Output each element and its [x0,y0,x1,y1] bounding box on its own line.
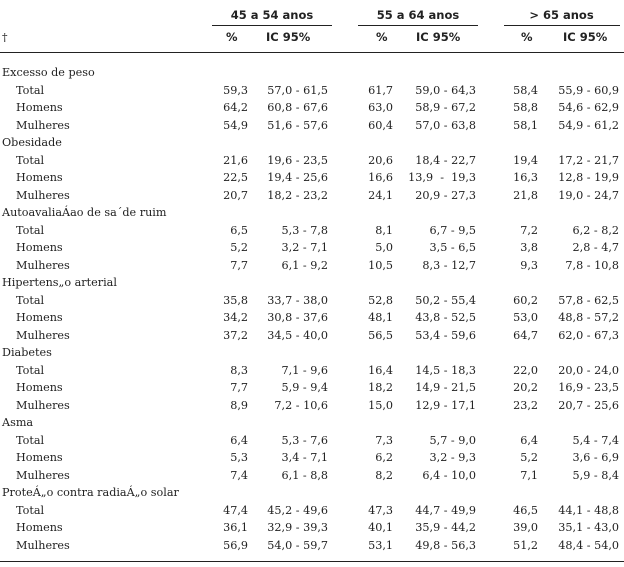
cell-pct-45-54: 35,8 [223,293,248,307]
cell-pct-55-64: 48,1 [368,311,393,324]
table-row [0,154,624,172]
cell-pct-65-plus: 64,7 [513,328,538,342]
cell-pct-45-54: 6,4 [230,433,248,447]
cell-pct-45-54: 22,5 [223,171,248,184]
cell-ci-65-plus: 16,9 - 23,5 [558,381,619,394]
cell-pct-65-plus: 19,4 [513,153,538,167]
cell-ci-65-plus: 44,1 - 48,8 [558,503,619,517]
cell-pct-45-54: 7,7 [230,258,248,272]
cell-ci-55-64: 50,2 - 55,4 [415,293,476,307]
table-row [0,224,624,242]
cell-ci-45-54: 57,0 - 61,5 [267,83,328,97]
pct-header: % [376,30,388,44]
section-title: AutoavaliaÁao de sa´de ruim [2,206,167,219]
cell-ci-45-54: 18,2 - 23,2 [267,188,328,202]
cell-ci-45-54: 51,6 - 57,6 [267,118,328,132]
cell-pct-65-plus: 3,8 [520,241,538,254]
row-label: Mulheres [16,328,70,342]
cell-pct-55-64: 16,6 [368,171,393,184]
row-label: Mulheres [16,538,70,552]
cell-ci-55-64: 3,5 - 6,5 [429,241,476,254]
row-label: Homens [16,241,63,254]
cell-pct-45-54: 7,7 [230,381,248,394]
group-header-65-plus: > 65 anos [529,8,594,22]
cell-ci-45-54: 6,1 - 9,2 [281,258,328,272]
section-row [0,66,624,84]
cell-pct-55-64: 20,6 [368,153,393,167]
cell-ci-55-64: 20,9 - 27,3 [415,188,476,202]
cell-pct-55-64: 7,3 [375,433,393,447]
table-row [0,399,624,417]
row-label: Homens [16,521,63,534]
row-label: Homens [16,311,63,324]
cell-pct-65-plus: 46,5 [513,503,538,517]
cell-pct-45-54: 5,2 [230,241,248,254]
row-label: Homens [16,101,63,114]
cell-ci-55-64: 8,3 - 12,7 [422,258,476,272]
table-row [0,84,624,102]
cell-ci-55-64: 5,7 - 9,0 [429,433,476,447]
row-label: Mulheres [16,188,70,202]
cell-pct-65-plus: 60,2 [513,293,538,307]
cell-pct-45-54: 8,9 [230,398,248,412]
section-row [0,346,624,364]
cell-ci-65-plus: 7,8 - 10,8 [565,258,619,272]
cell-ci-45-54: 45,2 - 49,6 [267,503,328,517]
group-underline [212,25,332,26]
cell-pct-55-64: 47,3 [368,503,393,517]
cell-ci-45-54: 7,2 - 10,6 [274,398,328,412]
cell-ci-65-plus: 48,8 - 57,2 [558,311,619,324]
group-header-55-64: 55 a 64 anos [376,8,460,22]
cell-ci-55-64: 58,9 - 67,2 [415,101,476,114]
row-label: Total [16,83,45,97]
cell-ci-65-plus: 48,4 - 54,0 [558,538,619,552]
cell-pct-45-54: 56,9 [223,538,248,552]
table-row [0,434,624,452]
bottom-rule [0,561,624,562]
cell-ci-45-54: 5,3 - 7,8 [281,223,328,237]
section-row [0,206,624,224]
cell-pct-55-64: 6,2 [375,451,393,464]
cell-ci-65-plus: 5,4 - 7,4 [572,433,619,447]
table-row [0,241,624,259]
table-row [0,259,624,277]
pct-header: % [226,30,238,44]
cell-pct-65-plus: 16,3 [513,171,538,184]
cell-ci-55-64: 59,0 - 64,3 [415,83,476,97]
cell-ci-65-plus: 19,0 - 24,7 [558,188,619,202]
cell-ci-65-plus: 20,0 - 24,0 [558,363,619,377]
cell-pct-65-plus: 58,4 [513,83,538,97]
cell-ci-45-54: 19,4 - 25,6 [267,171,328,184]
cell-ci-55-64: 35,9 - 44,2 [415,521,476,534]
cell-pct-45-54: 36,1 [223,521,248,534]
cell-ci-65-plus: 54,6 - 62,9 [558,101,619,114]
section-title: Asma [2,416,34,429]
section-title: Excesso de peso [2,66,95,79]
cell-pct-65-plus: 51,2 [513,538,538,552]
section-row [0,486,624,504]
row-label: Mulheres [16,398,70,412]
cell-ci-65-plus: 54,9 - 61,2 [558,118,619,132]
cell-ci-55-64: 12,9 - 17,1 [415,398,476,412]
row-label: Total [16,293,45,307]
table-row [0,364,624,382]
cell-ci-45-54: 6,1 - 8,8 [281,468,328,482]
row-label: Mulheres [16,118,70,132]
table-row [0,311,624,329]
cell-pct-55-64: 60,4 [368,118,393,132]
table-row [0,504,624,522]
row-label: Total [16,433,45,447]
table-row [0,381,624,399]
row-label: Homens [16,171,63,184]
section-row [0,276,624,294]
cell-pct-55-64: 24,1 [368,188,393,202]
group-header-45-54: 45 a 54 anos [230,8,314,22]
table-row [0,451,624,469]
header-rule [0,52,624,53]
cell-ci-55-64: 57,0 - 63,8 [415,118,476,132]
group-underline [358,25,478,26]
cell-pct-55-64: 5,0 [375,241,393,254]
cell-pct-65-plus: 58,8 [513,101,538,114]
cell-ci-45-54: 60,8 - 67,6 [267,101,328,114]
cell-ci-65-plus: 20,7 - 25,6 [558,398,619,412]
cell-pct-55-64: 61,7 [368,83,393,97]
cell-pct-65-plus: 22,0 [513,363,538,377]
cell-pct-65-plus: 9,3 [520,258,538,272]
cell-ci-45-54: 54,0 - 59,7 [267,538,328,552]
table-row [0,539,624,557]
cell-pct-45-54: 6,5 [230,223,248,237]
cell-pct-55-64: 18,2 [368,381,393,394]
cell-pct-55-64: 15,0 [368,398,393,412]
cell-pct-55-64: 40,1 [368,521,393,534]
cell-pct-45-54: 21,6 [223,153,248,167]
cell-ci-65-plus: 2,8 - 4,7 [572,241,619,254]
cell-ci-65-plus: 5,9 - 8,4 [572,468,619,482]
cell-pct-65-plus: 21,8 [513,188,538,202]
cell-ci-45-54: 5,9 - 9,4 [281,381,328,394]
cell-pct-55-64: 52,8 [368,293,393,307]
cell-ci-55-64: 6,7 - 9,5 [429,223,476,237]
cell-pct-45-54: 34,2 [223,311,248,324]
section-title: Diabetes [2,346,52,359]
section-title: ProteÁ„o contra radiaÁ„o solar [2,486,179,499]
cell-ci-55-64: 53,4 - 59,6 [415,328,476,342]
cell-pct-65-plus: 20,2 [513,381,538,394]
row-label: Mulheres [16,468,70,482]
section-title: Obesidade [2,136,62,149]
cell-pct-65-plus: 58,1 [513,118,538,132]
cell-ci-55-64: 14,9 - 21,5 [415,381,476,394]
cell-ci-55-64: 13,9 - 19,3 [408,171,476,184]
cell-ci-45-54: 34,5 - 40,0 [267,328,328,342]
section-row [0,136,624,154]
row-label: Mulheres [16,258,70,272]
row-label: Homens [16,381,63,394]
cell-pct-55-64: 53,1 [368,538,393,552]
section-title: Hipertens„o arterial [2,276,117,289]
ci-header: IC 95% [416,30,461,44]
cell-pct-65-plus: 39,0 [513,521,538,534]
cell-ci-55-64: 3,2 - 9,3 [429,451,476,464]
cell-ci-65-plus: 6,2 - 8,2 [572,223,619,237]
cell-ci-55-64: 14,5 - 18,3 [415,363,476,377]
cell-pct-55-64: 10,5 [368,258,393,272]
cell-ci-55-64: 44,7 - 49,9 [415,503,476,517]
cell-pct-65-plus: 7,2 [520,223,538,237]
table-row [0,119,624,137]
cell-pct-45-54: 64,2 [223,101,248,114]
table-row [0,521,624,539]
row-label: Total [16,363,45,377]
table-row [0,171,624,189]
cell-ci-45-54: 19,6 - 23,5 [267,153,328,167]
cell-pct-55-64: 63,0 [368,101,393,114]
cell-ci-65-plus: 35,1 - 43,0 [558,521,619,534]
cell-pct-65-plus: 6,4 [520,433,538,447]
cell-pct-55-64: 56,5 [368,328,393,342]
cell-ci-65-plus: 17,2 - 21,7 [558,153,619,167]
table-row [0,294,624,312]
section-row [0,416,624,434]
cell-pct-45-54: 59,3 [223,83,248,97]
cell-ci-55-64: 18,4 - 22,7 [415,153,476,167]
row-label: Total [16,503,45,517]
table-row [0,189,624,207]
cell-pct-65-plus: 53,0 [513,311,538,324]
table-row [0,469,624,487]
pct-header: % [521,30,533,44]
cell-pct-55-64: 16,4 [368,363,393,377]
cell-ci-45-54: 7,1 - 9,6 [281,363,328,377]
cell-ci-65-plus: 3,6 - 6,9 [572,451,619,464]
cell-pct-55-64: 8,2 [375,468,393,482]
cell-pct-65-plus: 7,1 [520,468,538,482]
cell-pct-65-plus: 5,2 [520,451,538,464]
cell-pct-45-54: 37,2 [223,328,248,342]
cell-ci-45-54: 3,2 - 7,1 [281,241,328,254]
cell-ci-65-plus: 57,8 - 62,5 [558,293,619,307]
cell-pct-45-54: 5,3 [230,451,248,464]
cell-ci-65-plus: 12,8 - 19,9 [558,171,619,184]
ci-header: IC 95% [563,30,608,44]
dagger-mark: † [2,31,8,44]
cell-ci-45-54: 32,9 - 39,3 [267,521,328,534]
row-label: Homens [16,451,63,464]
cell-pct-45-54: 7,4 [230,468,248,482]
cell-ci-45-54: 5,3 - 7,6 [281,433,328,447]
cell-ci-45-54: 33,7 - 38,0 [267,293,328,307]
row-label: Total [16,153,45,167]
cell-ci-65-plus: 62,0 - 67,3 [558,328,619,342]
cell-pct-45-54: 8,3 [230,363,248,377]
cell-ci-55-64: 43,8 - 52,5 [415,311,476,324]
cell-pct-55-64: 8,1 [375,223,393,237]
cell-pct-65-plus: 23,2 [513,398,538,412]
cell-ci-55-64: 49,8 - 56,3 [415,538,476,552]
cell-ci-65-plus: 55,9 - 60,9 [558,83,619,97]
cell-ci-45-54: 3,4 - 7,1 [281,451,328,464]
table-row [0,329,624,347]
cell-ci-55-64: 6,4 - 10,0 [422,468,476,482]
cell-pct-45-54: 20,7 [223,188,248,202]
cell-pct-45-54: 47,4 [223,503,248,517]
table-row [0,101,624,119]
row-label: Total [16,223,45,237]
ci-header: IC 95% [266,30,311,44]
group-underline [504,25,620,26]
cell-pct-45-54: 54,9 [223,118,248,132]
cell-ci-45-54: 30,8 - 37,6 [267,311,328,324]
